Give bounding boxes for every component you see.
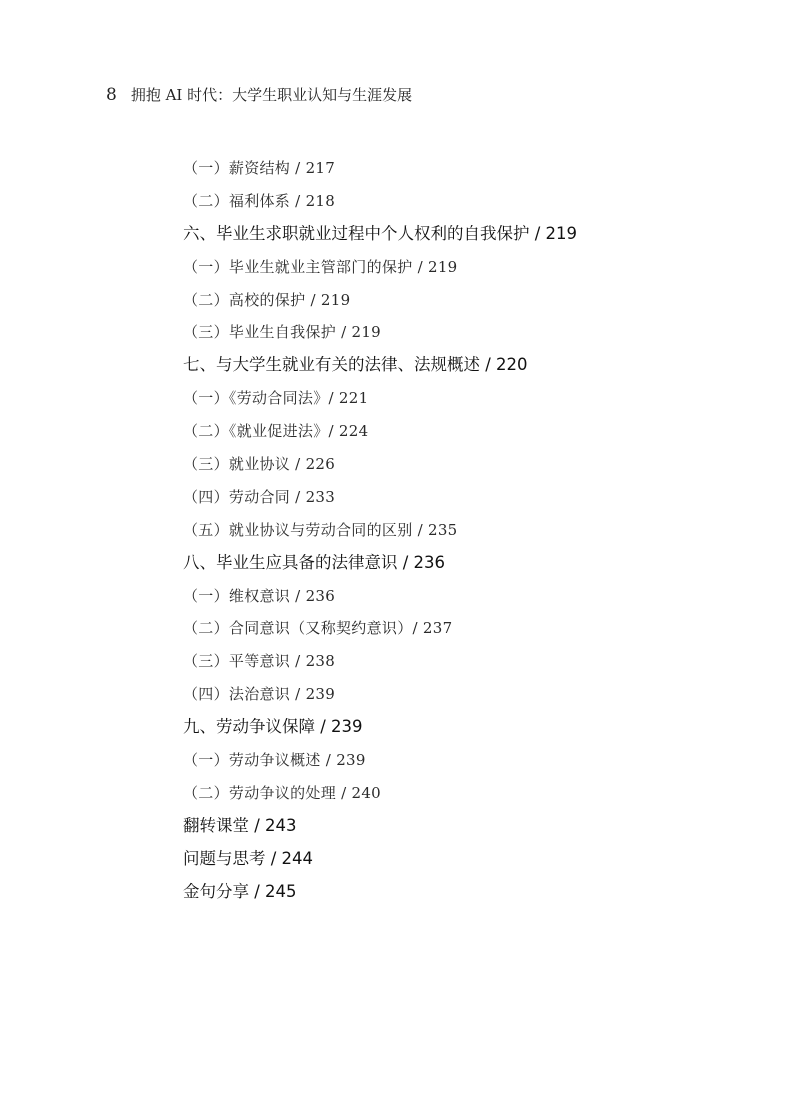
toc-subsection-entry: （一）维权意识 / 236 <box>183 586 336 605</box>
toc-subsection-entry: （二）高校的保护 / 219 <box>183 290 351 309</box>
toc-subsection-entry: （一）劳动争议概述 / 239 <box>183 751 366 770</box>
toc-subsection-entry: （四）法治意识 / 239 <box>183 685 336 704</box>
toc-section-entry: 八、毕业生应具备的法律意识 / 236 <box>183 552 446 572</box>
book-title: 拥抱 AI 时代：大学生职业认知与生涯发展 <box>130 86 413 104</box>
toc-subsection-entry: （二）《就业促进法》/ 224 <box>183 422 369 441</box>
page-number: 8 <box>106 85 117 105</box>
toc-section-entry: 六、毕业生求职就业过程中个人权利的自我保护 / 219 <box>183 223 578 243</box>
toc-subsection-entry: （一）毕业生就业主管部门的保护 / 219 <box>183 257 458 276</box>
toc-subsection-entry: （二）劳动争议的处理 / 240 <box>183 783 382 802</box>
toc-section-entry: 翻转课堂 / 243 <box>183 815 297 835</box>
table-of-contents <box>183 152 743 908</box>
toc-subsection-entry: （三）平等意识 / 238 <box>183 652 336 671</box>
toc-subsection-entry: （四）劳动合同 / 233 <box>183 487 336 506</box>
toc-subsection-entry: （三）就业协议 / 226 <box>183 455 336 474</box>
toc-subsection-entry: （三）毕业生自我保护 / 219 <box>183 323 382 342</box>
toc-section-entry: 七、与大学生就业有关的法律、法规概述 / 220 <box>183 355 528 375</box>
toc-subsection-entry: （一）《劳动合同法》/ 221 <box>183 389 369 408</box>
toc-subsection-entry: （一）薪资结构 / 217 <box>183 159 336 177</box>
toc-section-entry: 金句分享 / 245 <box>183 881 297 901</box>
toc-subsection-entry: （二）合同意识（又称契约意识）/ 237 <box>183 619 453 638</box>
toc-section-entry: 问题与思考 / 244 <box>183 848 314 868</box>
toc-section-entry: 九、劳动争议保障 / 239 <box>183 717 363 737</box>
toc-subsection-entry: （五）就业协议与劳动合同的区别 / 235 <box>183 520 458 539</box>
running-header <box>106 84 412 106</box>
toc-subsection-entry: （二）福利体系 / 218 <box>183 191 336 210</box>
